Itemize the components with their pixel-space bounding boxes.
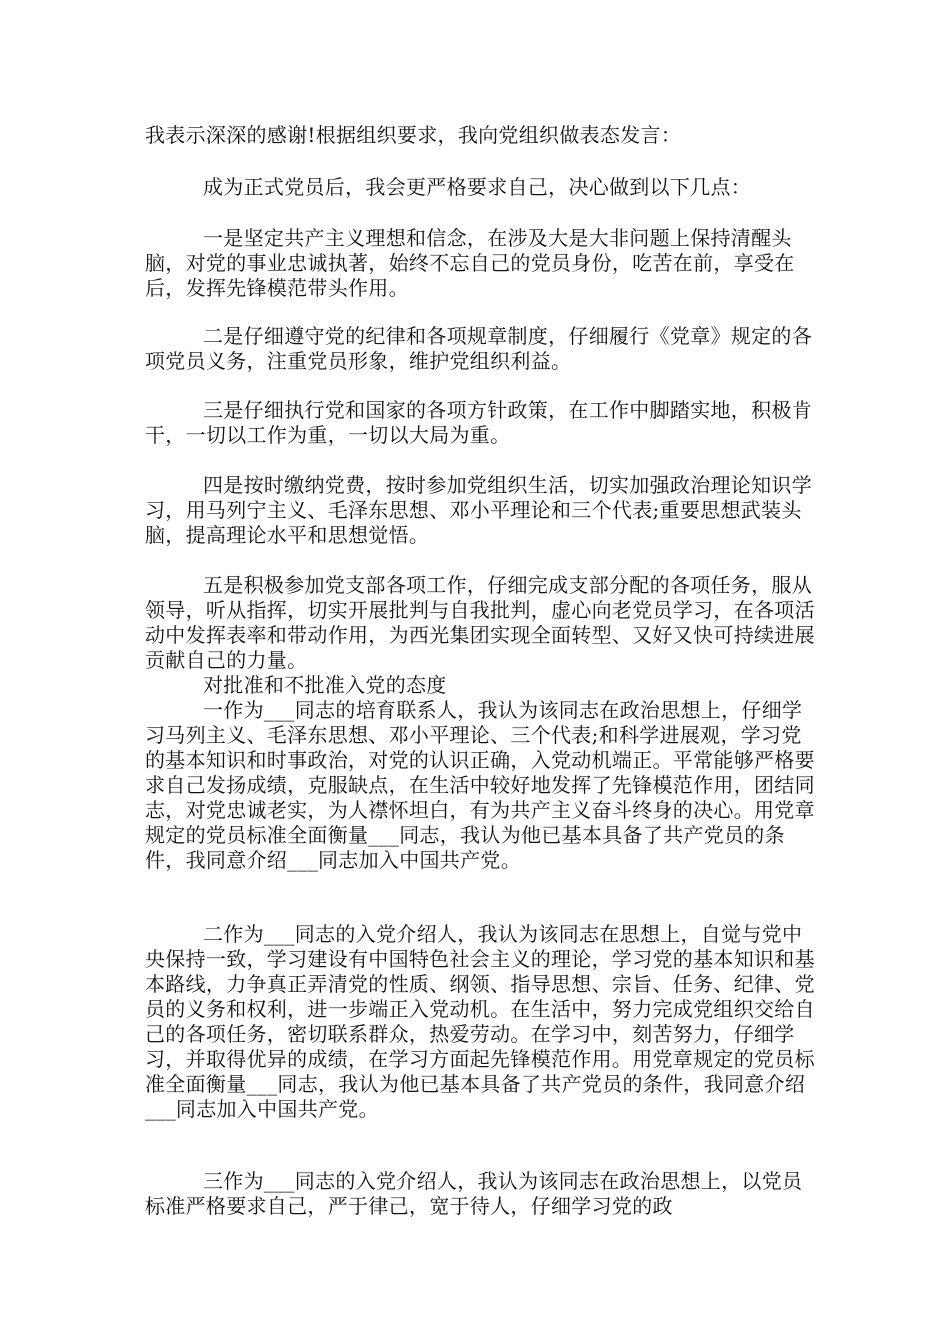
paragraph-opinion-one: 一作为___同志的培育联系人，我认为该同志在政治思想上，仔细学习马列主义、毛泽东思想、邓小平理论、三个代表;和科学进展观，学习党的基本知识和时事政治，对党的认识正确，入党动机端正。平常能够严格要求自己发扬成绩，克服缺点，在生活中较好地发挥了先锋模范作用，团结同志，对党忠诚老实，为人襟怀坦白，有为共产主义奋斗终身的决心。用党章规定的党员标准全面衡量___同志，我认为他已基本具备了共产党员的条件，我同意介绍___同志加入中国共产党。 [145,698,815,872]
paragraph-thanks: 我表示深深的感谢!根据组织要求，我向党组织做表态发言： [145,123,682,147]
paragraph-resolution-intro: 成为正式党员后，我会更严格要求自己，决心做到以下几点： [203,175,752,199]
paragraph-opinion-two: 二作为___同志的入党介绍人，我认为该同志在思想上，自觉与党中央保持一致，学习建设有中国特色社会主义的理论，学习党的基本知识和基本路线，力争真正弄清党的性质、纲领、指导思想、宗旨、任务、纪律、党员的义务和权利，进一步端正入党动机。在生活中，努力完成党组织交给自己的各项任务，密切联系群众，热爱劳动。在学习中，刻苦努力，仔细学习，并取得优异的成绩，在学习方面起先锋模范作用。用党章规定的党员标准全面衡量___同志，我认为他已基本具备了共产党员的条件，我同意介绍___同志加入中国共产党。 [145,922,815,1121]
paragraph-point-four: 四是按时缴纳党费，按时参加党组织生活，切实加强政治理论知识学习，用马列宁主义、毛泽东思想、邓小平理论和三个代表;重要思想武装头脑，提高理论水平和思想觉悟。 [145,473,812,547]
paragraph-point-three: 三是仔细执行党和国家的各项方针政策，在工作中脚踏实地，积极肯干，一切以工作为重，一切以大局为重。 [145,398,812,447]
paragraph-opinion-three: 三作为___同志的入党介绍人，我认为该同志在政治思想上，以党员标准严格要求自己，严于律己，宽于待人，仔细学习党的政 [145,1169,803,1218]
paragraph-point-one: 一是坚定共产主义理想和信念，在涉及大是大非问题上保持清醒头脑，对党的事业忠诚执著，始终不忘自己的党员身份，吃苦在前，享受在后，发挥先锋模范带头作用。 [145,226,795,300]
paragraph-point-five: 五是积极参加党支部各项工作，仔细完成支部分配的各项任务，服从领导，听从指挥，切实开展批判与自我批判，虚心向老党员学习，在各项活动中发挥表率和带动作用，为西光集团实现全面转型、又好又快可持续进展贡献自己的力量。 [145,573,815,672]
section-heading-attitude: 对批准和不批准入党的态度 [203,673,447,697]
paragraph-point-two: 二是仔细遵守党的纪律和各项规章制度，仔细履行《党章》规定的各项党员义务，注重党员形象，维护党组织利益。 [145,324,812,373]
